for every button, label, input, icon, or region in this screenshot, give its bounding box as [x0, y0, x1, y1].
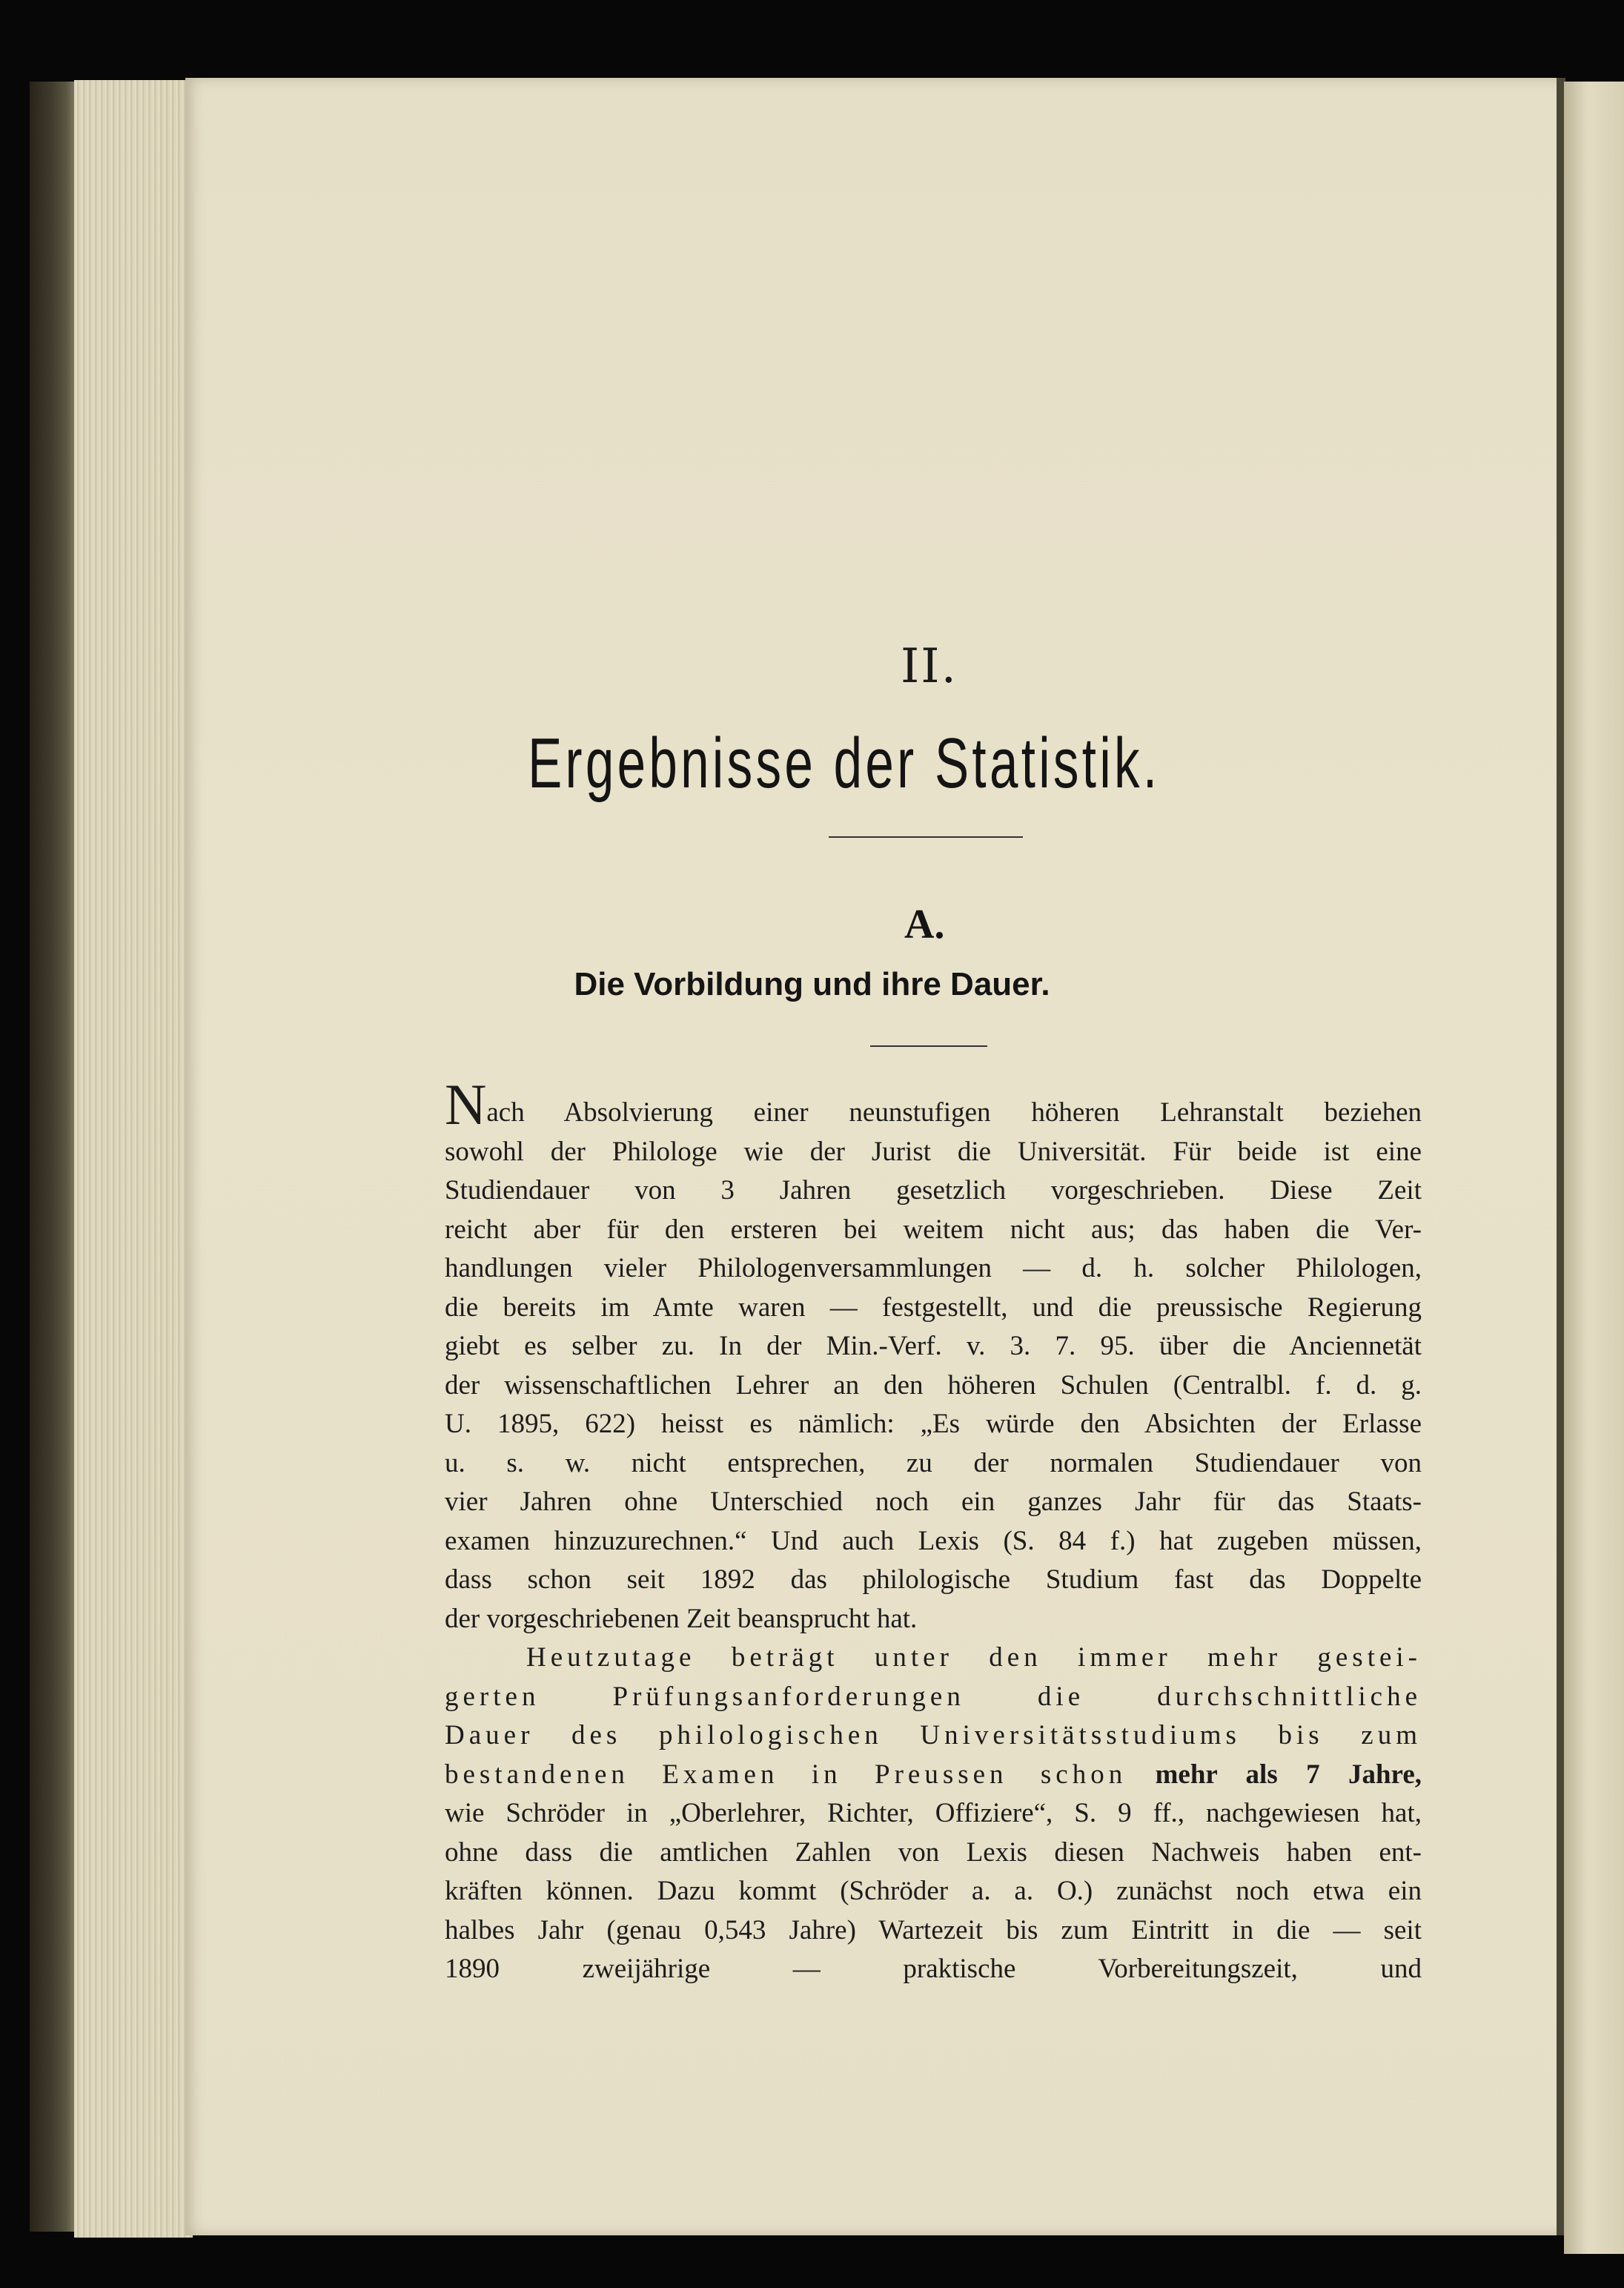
- drop-cap: N: [445, 1072, 487, 1137]
- text-line: Heutzutage beträgt unter den immer mehr gestei-: [526, 1642, 1422, 1673]
- body-text: [445, 1072, 1422, 1989]
- text-line: dass schon seit 1892 das philologische Studium fast das Doppelte: [445, 1564, 1422, 1595]
- page-title: Ergebnisse der Statistik.: [528, 724, 1161, 803]
- subsection-title: Die Vorbildung und ihre Dauer.: [574, 966, 1050, 1002]
- text-line: 1890 zweijährige — praktische Vorbereitungszeit, und: [445, 1954, 1422, 1984]
- text-line: Nach Absolvierung einer neunstufigen höheren Lehranstalt beziehen: [445, 1072, 1422, 1137]
- text-line: Studiendauer von 3 Jahren gesetzlich vorgeschrieben. Diese Zeit: [445, 1175, 1422, 1206]
- text-line: ohne dass die amtlichen Zahlen von Lexis diesen Nachweis haben ent-: [445, 1836, 1422, 1868]
- text-line: sowohl der Philologe wie der Jurist die Universität. Für beide ist eine: [445, 1136, 1422, 1167]
- divider-rule: [829, 836, 1023, 838]
- page-stack-left-edge: [74, 80, 193, 2238]
- text-line: vier Jahren ohne Unterschied noch ein ganzes Jahr für das Staats-: [445, 1487, 1422, 1517]
- bold-phrase: mehr als 7 Jahre,: [1155, 1759, 1422, 1790]
- text-line: die bereits im Amte waren — festgestellt, und die preussische Regierung: [445, 1292, 1422, 1323]
- text-line: Dauer des philologischen Universitätsstudiums bis zum: [445, 1720, 1422, 1750]
- divider-rule-short: [870, 1045, 987, 1047]
- text-line: U. 1895, 622) heisst es nämlich: „Es würde den Absichten der Erlasse: [445, 1409, 1422, 1439]
- text-line: examen hinzuzurechnen.“ Und auch Lexis (S. 84 f.) hat zugeben müssen,: [445, 1525, 1422, 1556]
- text-line: handlungen vieler Philologenversammlungen — d. h. solcher Philologen,: [445, 1253, 1422, 1283]
- text-line: halbes Jahr (genau 0,543 Jahre) Wartezeit bis zum Eintritt in die — seit: [445, 1914, 1422, 1945]
- text-line: u. s. w. nicht entsprechen, zu der normalen Studiendauer von: [445, 1447, 1422, 1478]
- facing-page-edge: [1564, 82, 1624, 2254]
- section-number: II.: [901, 639, 958, 694]
- subsection-letter: A.: [904, 902, 945, 948]
- text-line: der vorgeschriebenen Zeit beansprucht hat.: [445, 1603, 918, 1634]
- text-line: wie Schröder in „Oberlehrer, Richter, Offiziere“, S. 9 ff., nachgewiesen hat,: [445, 1798, 1422, 1828]
- text-line: kräften können. Dazu kommt (Schröder a. a. O.) zunächst noch etwa ein: [445, 1876, 1422, 1906]
- text-line: der wissenschaftlichen Lehrer an den höheren Schulen (Centralbl. f. d. g.: [445, 1369, 1422, 1401]
- text-line: gerten Prüfungsanforderungen die durchschnittliche: [445, 1681, 1422, 1712]
- text-line: bestandenen Examen in Preussen schon mehr als 7 Jahre,: [445, 1759, 1422, 1790]
- text-line: reicht aber für den ersteren bei weitem nicht aus; das haben die Ver-: [445, 1214, 1422, 1245]
- text-line: giebt es selber zu. In der Min.-Verf. v. 3. 7. 95. über die Anciennetät: [445, 1331, 1422, 1361]
